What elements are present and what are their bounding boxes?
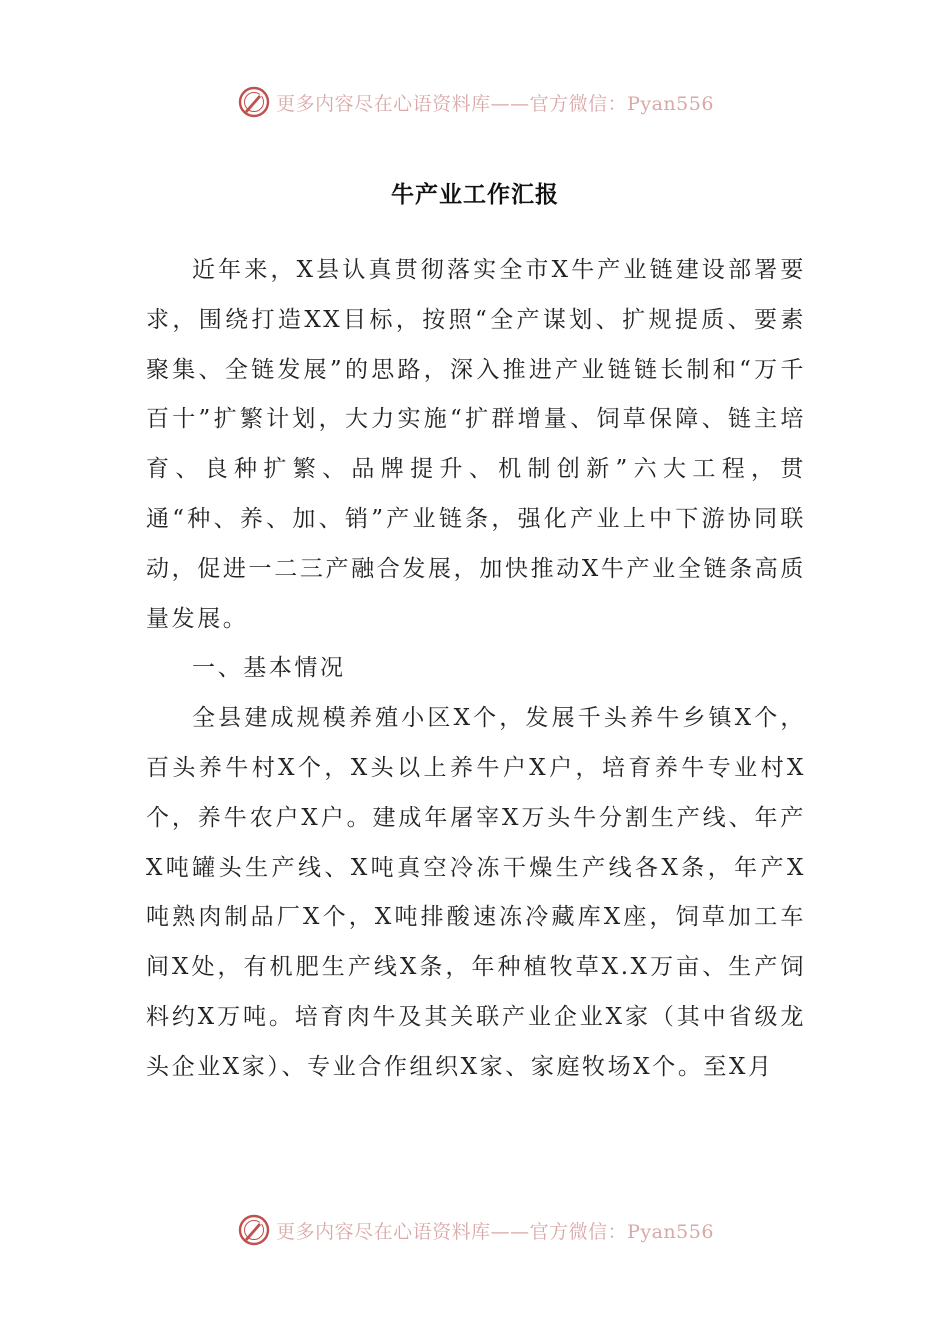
pen-nib-seal-icon: [236, 84, 272, 120]
watermark-main-text: 更多内容尽在心语资料库: [276, 1220, 491, 1243]
watermark-sub-text: 官方微信：Pyan556: [529, 1220, 714, 1243]
watermark-sub-text: 官方微信：Pyan556: [529, 92, 714, 115]
basic-situation-paragraph: 全县建成规模养殖小区X个，发展千头养牛乡镇X个，百头养牛村X个，X头以上养牛户X户，培育养牛专业村X个，养牛农户X户。建成年屠宰X万头牛分割生产线、年产X吨罐头生产线、X吨真空冷冻干燥生产线各X条，年产X吨熟肉制品厂X个，X吨排酸速冻冷藏库X座，饲草加工车间X处，有机肥生产线X条，年种植牧草X.X万亩、生产饲料约X万吨。培育肉牛及其关联产业企业X家（其中省级龙头企业X家）、专业合作组织X家、家庭牧场X个。至X月: [146, 705, 806, 1080]
document-body: [146, 246, 806, 1093]
header-watermark-banner: [0, 80, 950, 124]
watermark-main-text: 更多内容尽在心语资料库: [276, 92, 491, 115]
section-heading: 一、基本情况: [192, 655, 346, 682]
footer-watermark-banner: [0, 1208, 950, 1252]
pen-nib-seal-icon: [236, 1212, 272, 1248]
watermark-dash: ——: [490, 1220, 530, 1243]
intro-paragraph: 近年来，X县认真贯彻落实全市X牛产业链建设部署要求，围绕打造XX目标，按照“全产谋划、扩规提质、要素聚集、全链发展”的思路，深入推进产业链链长制和“万千百十”扩繁计划，大力实施“扩群增量、饲草保障、链主培育、良种扩繁、品牌提升、机制创新”六大工程，贯通“种、养、加、销”产业链条，强化产业上中下游协同联动，促进一二三产融合发展，加快推动X牛产业全链条高质量发展。: [146, 257, 806, 632]
page-title: 牛产业工作汇报: [391, 181, 559, 208]
watermark-dash: ——: [490, 92, 530, 115]
header-watermark-text: [276, 89, 714, 116]
footer-watermark-text: [276, 1217, 714, 1244]
